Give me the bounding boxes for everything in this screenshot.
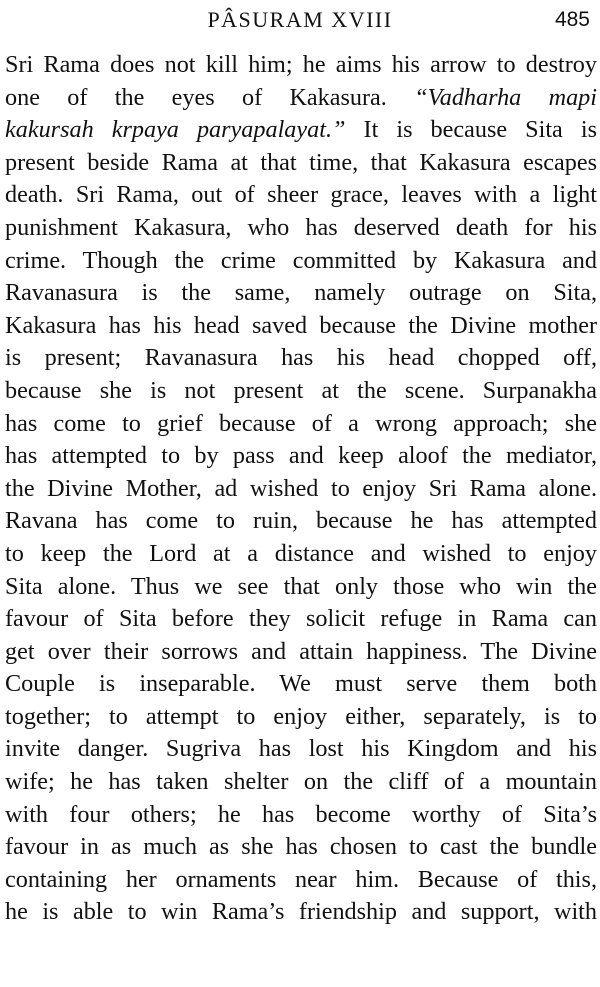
text-run: favour in as much as she has chosen to cast the bundle <box>5 833 597 861</box>
running-head <box>0 6 600 36</box>
text-run: crime. Though the crime committed by Kakasura and <box>5 246 597 274</box>
text-run: Ravanasura is the same, namely outrage on Sita, <box>5 279 597 307</box>
text-line <box>5 473 597 506</box>
text-line <box>5 636 597 669</box>
text-line <box>5 310 597 343</box>
text-line <box>5 505 597 538</box>
text-line <box>5 114 597 147</box>
text-run: punishment Kakasura, who has deserved death for his <box>5 213 597 241</box>
text-run: death. Sri Rama, out of sheer grace, leaves with a light <box>5 181 597 209</box>
body-text <box>5 49 597 929</box>
text-line <box>5 82 597 115</box>
page-number: 485 <box>554 8 590 31</box>
text-line <box>5 277 597 310</box>
text-run: Couple is inseparable. We must serve them both <box>5 670 597 698</box>
text-line <box>5 831 597 864</box>
text-line <box>5 603 597 636</box>
text-line <box>5 733 597 766</box>
text-run: Sri Rama does not kill him; he aims his arrow to destroy <box>5 51 597 78</box>
text-line <box>5 799 597 832</box>
text-line <box>5 864 597 897</box>
text-line <box>5 342 597 375</box>
italic-quotation: kakursah krpaya paryapalayat.” <box>5 116 346 144</box>
text-line <box>5 701 597 734</box>
text-run: has come to grief because of a wrong approach; she <box>5 409 597 437</box>
text-line <box>5 766 597 799</box>
italic-quotation: “Vadharha mapi <box>414 83 597 111</box>
text-run: to keep the Lord at a distance and wished to enjoy <box>5 539 597 567</box>
text-run: one of the eyes of Kakasura. <box>5 83 415 111</box>
text-run: has attempted to by pass and keep aloof the mediator, <box>5 442 597 470</box>
text-line <box>5 212 597 245</box>
text-line <box>5 440 597 473</box>
text-run: wife; he has taken shelter on the cliff of a mountain <box>5 768 597 796</box>
text-run: get over their sorrows and attain happiness. The Divine <box>5 637 597 665</box>
running-title: PÂSURAM XVIII <box>207 7 393 32</box>
text-line <box>5 179 597 212</box>
text-line <box>5 538 597 571</box>
text-run: It is because Sita is <box>345 116 597 144</box>
text-line <box>5 245 597 278</box>
text-run: is present; Ravanasura has his head chopped off, <box>5 344 597 372</box>
text-run: Sita alone. Thus we see that only those who win the <box>5 572 597 600</box>
text-run: Ravana has come to ruin, because he has attempted <box>5 507 597 535</box>
text-line <box>5 408 597 441</box>
text-run: he is able to win Rama’s friendship and support, with <box>5 898 597 926</box>
text-run: together; to attempt to enjoy either, separately, is to <box>5 702 597 730</box>
text-run: containing her ornaments near him. Because of this, <box>5 865 597 893</box>
text-run: because she is not present at the scene. Surpanakha <box>5 376 597 404</box>
text-run: favour of Sita before they solicit refuge in Rama can <box>5 605 597 633</box>
text-line <box>5 896 597 929</box>
text-run: invite danger. Sugriva has lost his Kingdom and his <box>5 735 597 763</box>
text-line <box>5 49 597 82</box>
text-line <box>5 375 597 408</box>
text-line <box>5 668 597 701</box>
text-run: with four others; he has become worthy of Sita’s <box>5 800 597 828</box>
text-run: the Divine Mother, ad wished to enjoy Sri Rama alone. <box>5 474 597 502</box>
text-line <box>5 571 597 604</box>
text-run: present beside Rama at that time, that Kakasura escapes <box>5 148 597 176</box>
text-run: Kakasura has his head saved because the Divine mother <box>5 311 597 339</box>
text-line <box>5 147 597 180</box>
